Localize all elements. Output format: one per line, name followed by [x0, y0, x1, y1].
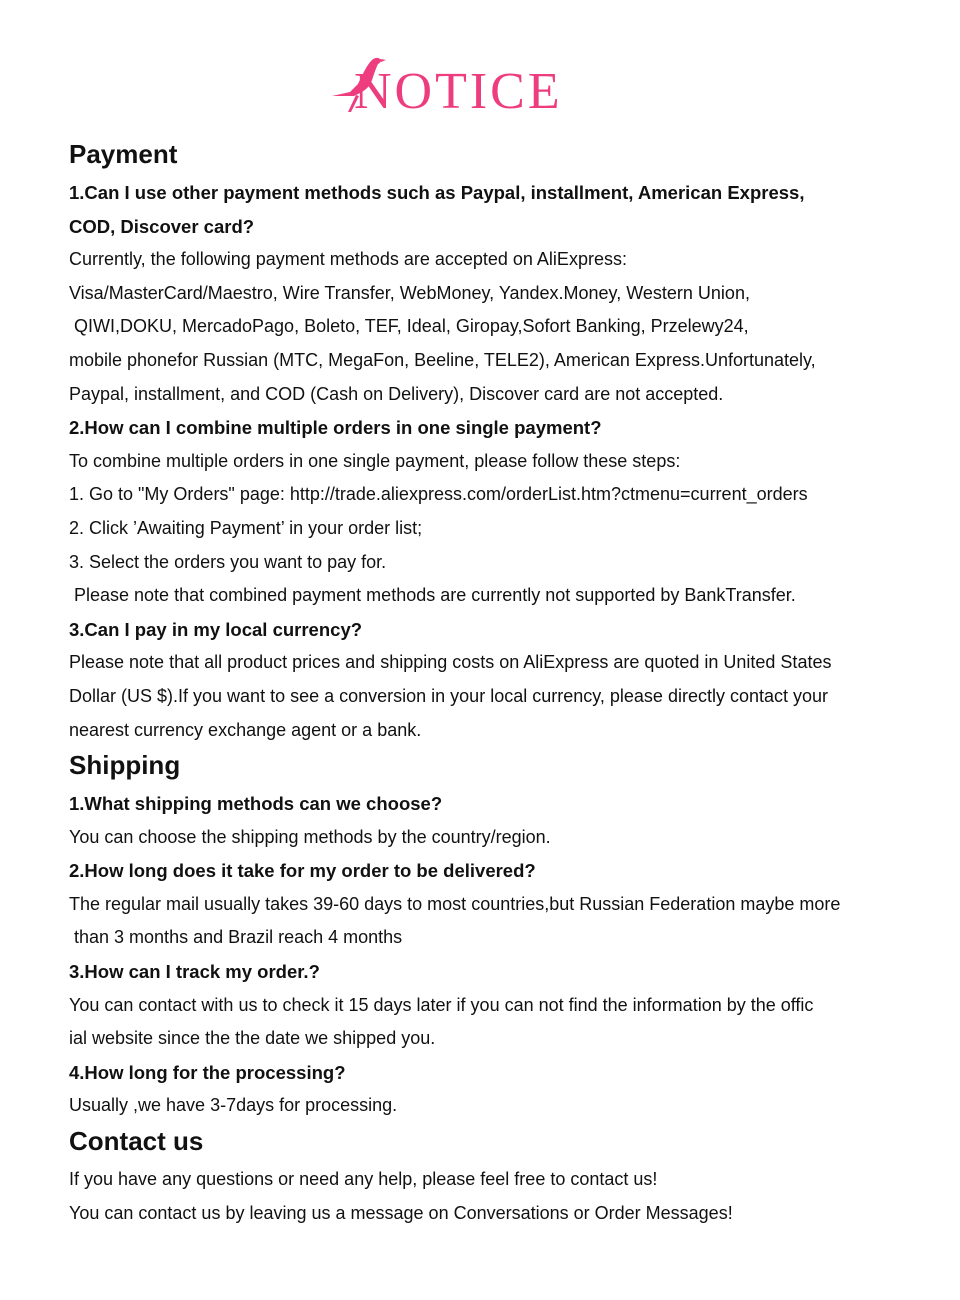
payment-a3-line-1: Please note that all product prices and shipping costs on AliExpress are quoted in United States	[69, 652, 832, 673]
payment-heading: Payment	[69, 139, 178, 169]
notice-logo	[328, 52, 618, 122]
shipping-a3-line-2: ial website since the the date we shipped you.	[69, 1028, 436, 1049]
contact-line-1: If you have any questions or need any help, please feel free to contact us!	[69, 1169, 658, 1190]
shipping-q3: 3.How can I track my order.?	[69, 961, 320, 983]
payment-a1-line-3: QIWI,DOKU, MercadoPago, Boleto, TEF, Ideal, Giropay,Sofort Banking, Przelewy24,	[74, 316, 749, 337]
payment-a2-line-2: 1. Go to "My Orders" page: http://trade.aliexpress.com/orderList.htm?ctmenu=current_orders	[69, 484, 808, 505]
payment-a1-line-2: Visa/MasterCard/Maestro, Wire Transfer, WebMoney, Yandex.Money, Western Union,	[69, 282, 750, 303]
shipping-a4-line-1: Usually ,we have 3-7days for processing.	[69, 1095, 398, 1116]
shipping-a2-line-1: The regular mail usually takes 39-60 days to most countries,but Russian Federation maybe more	[69, 893, 841, 914]
shipping-a2-line-2: than 3 months and Brazil reach 4 months	[74, 927, 403, 948]
payment-a2-line-5: Please note that combined payment methods are currently not supported by BankTransfer.	[74, 585, 796, 606]
payment-a1-line-4: mobile phonefor Russian (MTC, MegaFon, Beeline, TELE2), American Express.Unfortunately,	[69, 349, 816, 370]
payment-a1-line-1: Currently, the following payment methods are accepted on AliExpress:	[69, 249, 627, 270]
payment-a2-line-1: To combine multiple orders in one single payment, please follow these steps:	[69, 450, 681, 471]
shipping-q2: 2.How long does it take for my order to be delivered?	[69, 860, 536, 882]
notice-content	[69, 136, 929, 1230]
payment-a2-line-4: 3. Select the orders you want to pay for.	[69, 551, 387, 572]
shipping-q4: 4.How long for the processing?	[69, 1061, 346, 1083]
shipping-a3-line-1: You can contact with us to check it 15 days later if you can not find the information by the offic	[69, 994, 814, 1015]
payment-q3: 3.Can I pay in my local currency?	[69, 618, 363, 640]
payment-a3-line-3: nearest currency exchange agent or a bank.	[69, 719, 422, 740]
shipping-heading: Shipping	[69, 750, 181, 781]
shipping-a1-line-1: You can choose the shipping methods by the country/region.	[69, 826, 551, 847]
contact-line-2: You can contact us by leaving us a message on Conversations or Order Messages!	[69, 1202, 733, 1223]
payment-q2: 2.How can I combine multiple orders in one single payment?	[69, 417, 602, 439]
contact-heading: Contact us	[69, 1126, 204, 1157]
payment-a3-line-2: Dollar (US $).If you want to see a conversion in your local currency, please directly contact your	[69, 685, 829, 706]
payment-q1-line-1: 1.Can I use other payment methods such as Paypal, installment, American Express,	[69, 182, 805, 203]
payment-a1-line-5: Paypal, installment, and COD (Cash on Delivery), Discover card are not accepted.	[69, 383, 724, 404]
shipping-q1: 1.What shipping methods can we choose?	[69, 793, 443, 815]
payment-a2-line-3: 2. Click ’Awaiting Payment’ in your order list;	[69, 517, 423, 538]
notice-title: NOTICE	[354, 63, 563, 120]
payment-q1-line-2: COD, Discover card?	[69, 215, 255, 237]
